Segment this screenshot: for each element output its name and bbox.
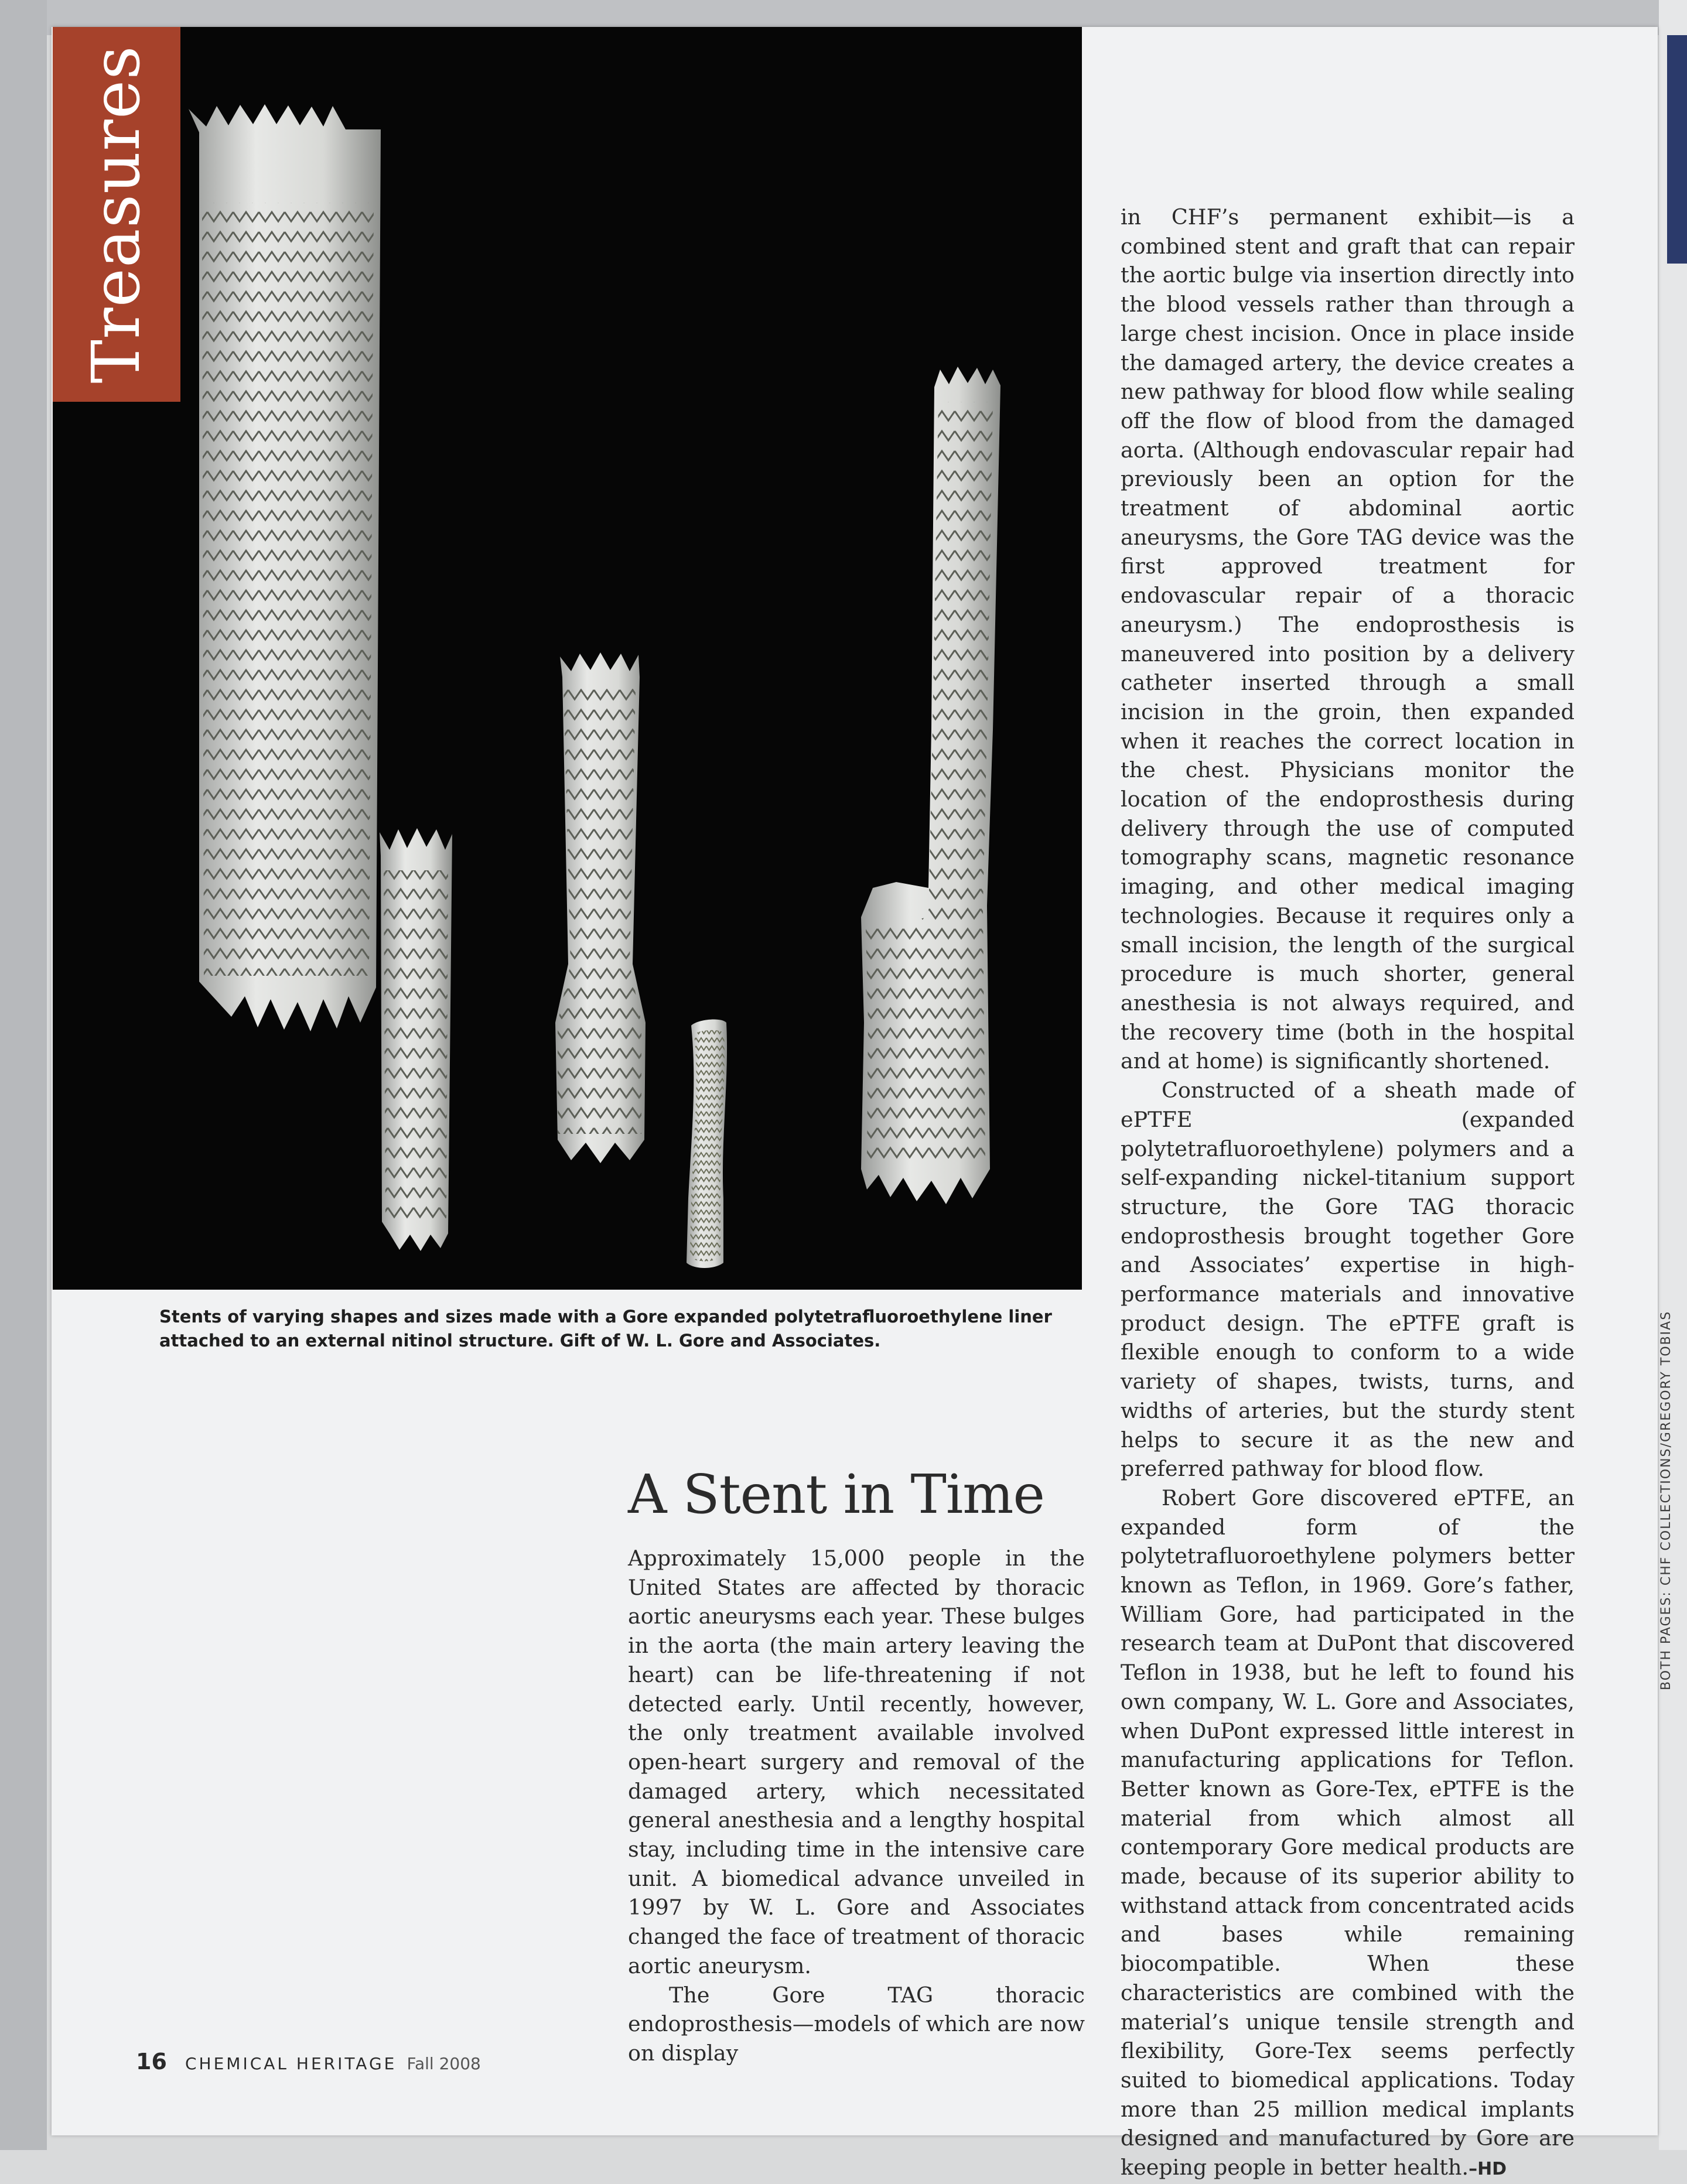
- article-paragraph: in CHF’s permanent exhibit—is a combined stent and graft that can repair the aortic bulge via insertion directly into the blood vessels rather than through a large chest incision. Once in place inside the damaged artery, the device creates a new pathway for blood flow while sealing off the flow of blood from the damaged aorta. (Although endovascular repair had previously been an option for the treatment of abdominal aortic aneurysms, the Gore TAG device was the first approved treatment for endovascular repair of a thoracic aneurysm.) The endoprosthesis is maneuvered into position by a delivery catheter inserted through a small incision in the groin, then expanded when it reaches the correct location in the chest. Physicians monitor the location of the endoprosthesis during delivery through the use of computed tomography scans, magnetic resonance imaging, and other medical imaging technologies. Because it requires only a small incision, the length of the surgical procedure is much shorter, general anesthesia is not always required, and the recovery time (both in the hospital and at home) is significantly shortened.: [1121, 204, 1575, 1074]
- photo-credit-text: BOTH PAGES: CHF COLLECTIONS/GREGORY TOBIAS: [1659, 1310, 1674, 1690]
- page-footer: [136, 2049, 481, 2074]
- magazine-name: CHEMICAL HERITAGE: [185, 2054, 397, 2073]
- article-paragraph: Constructed of a sheath made of ePTFE (expanded polytetrafluoroethylene) polymers and a self-expanding nickel-titanium support structure, the Gore TAG thoracic endoprosthesis brought together Gore and Associates’ expertise in high-performance materials and innovative product design. The ePTFE graft is flexible enough to conform to a wide variety of shapes, twists, turns, and widths of arteries, but the sturdy stent helps to secure it as the new and preferred pathway for blood flow.: [1121, 1078, 1575, 1482]
- article-paragraph: The Gore TAG thoracic endoprosthesis—models of which are now on display: [628, 1982, 1085, 2066]
- issue-date: Fall 2008: [407, 2054, 481, 2073]
- photo-caption: Stents of varying shapes and sizes made with a Gore expanded polytetrafluoroethylene liner attached to an external nitinol structure. Gift of W. L. Gore and Associates.: [159, 1307, 1052, 1351]
- photo-credit: [1659, 1310, 1682, 1696]
- facing-page-edge: [1659, 0, 1687, 2150]
- stents-photograph: [53, 27, 1082, 1290]
- section-label: Treasures: [78, 45, 155, 384]
- large-stent: [189, 104, 381, 1031]
- article-title: A Stent in Time: [628, 1463, 1044, 1526]
- facing-page-color-strip: [1667, 35, 1687, 264]
- bifurcated-stent: [861, 367, 1000, 1204]
- article-paragraph-text: Robert Gore discovered ePTFE, an expanded form of the polytetrafluoroethylene polymers better known as Teflon, in 1969. Gore’s father, William Gore, had participated in the research team at DuPont that discovered Teflon in 1938, but he left to found his own company, W. L. Gore and Associates, when DuPont expressed little interest in manufacturing applications for Teflon. Better known as Gore-Tex, ePTFE is the material from which almost all contemporary Gore medical products are made, because of its superior ability to withstand attack from concentrated acids and bases while remaining biocompatible. When these characteristics are combined with the material’s unique tensile strength and flexibility, Gore-Tex seems perfectly suited to biomedical applications. Today more than 25 million medical implants designed and manufactured by Gore are keeping people in better health.: [1121, 1485, 1575, 2180]
- section-tag: [53, 27, 180, 402]
- article-paragraph-final: [1121, 1484, 1575, 2184]
- page-number: 16: [136, 2049, 167, 2074]
- article-paragraph: Approximately 15,000 people in the United States are affected by thoracic aortic aneurysms each year. These bulges in the aorta (the main artery leaving the heart) can be life-threatening if not detected early. Until recently, however, the only treatment available involved open-heart surgery and removal of the damaged artery, which necessitated general anesthesia and a lengthy hospital stay, including time in the intensive care unit. A biomedical advance unveiled in 1997 by W. L. Gore and Associates changed the face of treatment of thoracic aortic aneurysm.: [628, 1546, 1085, 1978]
- scan-left-edge: [0, 0, 47, 2150]
- magazine-page: [52, 27, 1674, 2180]
- author-initials: –HD: [1469, 2159, 1507, 2180]
- thin-stent: [687, 1020, 727, 1268]
- tapered-stent: [555, 652, 646, 1163]
- article-column-right: [1121, 203, 1575, 2184]
- small-stent: [380, 828, 452, 1251]
- stents-illustration: [53, 27, 1082, 1290]
- article-column-left: [628, 1544, 1085, 2068]
